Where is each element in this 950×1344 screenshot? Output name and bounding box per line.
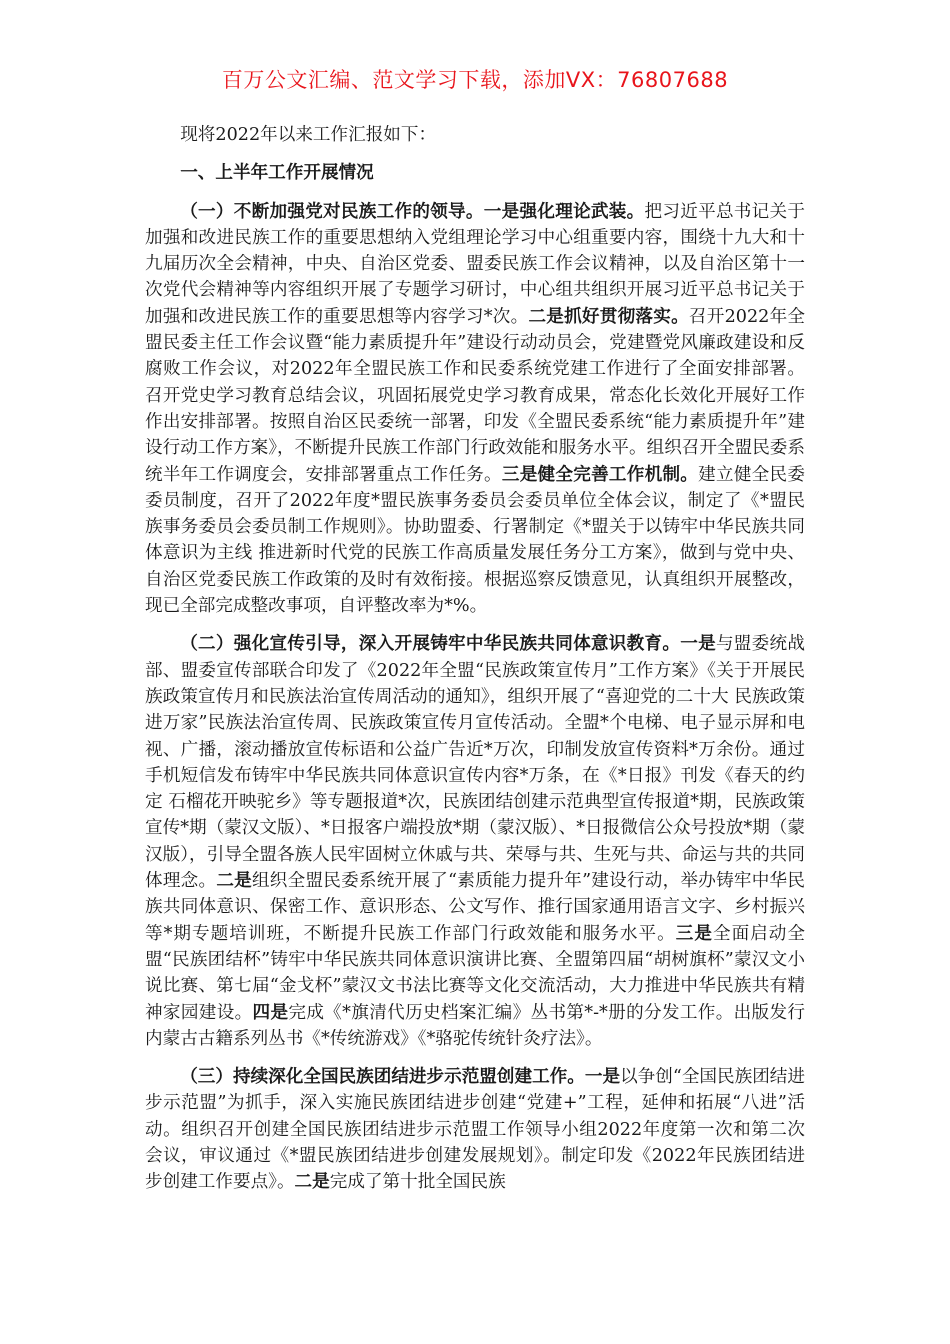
point-lead: 三是 bbox=[675, 923, 713, 944]
point-lead: 三是健全完善工作机制。 bbox=[501, 464, 699, 485]
point-lead: 四是 bbox=[252, 1002, 289, 1023]
point-text: 完成了第十批全国民族 bbox=[329, 1172, 506, 1193]
paragraph-heading: （一）不断加强党对民族工作的领导。 bbox=[180, 201, 484, 222]
paragraph-unity-demo bbox=[145, 1064, 805, 1195]
point-text: 组织全盟民委系统开展了“素质能力提升年”建设行动，举办铸牢中华民族共同体意识、保密工作、意识形态、公文写作、推行国家通用语言文字、乡村振兴等*期专题培训班，不断提升民族工作部门行政效能和服务水平。 bbox=[145, 871, 805, 944]
document-body bbox=[145, 122, 805, 1208]
point-text: 完成《*旗清代历史档案汇编》丛书第*-*册的分发工作。出版发行内蒙古古籍系列丛书《*传统游戏》《*骆驼传统针灸疗法》。 bbox=[145, 1002, 805, 1049]
point-text: 以争创“全国民族团结进步示范盟”为抓手，深入实施民族团结进步创建“党建+”工程，延伸和拓展“八进”活动。组织召开创建全国民族团结进步示范盟工作领导小组2022年度第一次和第二次会议，审议通过《*盟民族团结进步创建发展规划》。制定印发《2022年民族团结进步创建工作要点》。 bbox=[145, 1067, 805, 1193]
point-lead: 一是强化理论武装。 bbox=[483, 201, 645, 222]
point-lead: 二是抓好贯彻落实。 bbox=[528, 306, 689, 327]
point-text: 全面启动全盟“民族团结杯”铸牢中华民族共同体意识演讲比赛、全盟第四届“胡树旗杯”蒙汉文小说比赛、第七届“金戈杯”蒙汉文书法比赛等文化交流活动，大力推进中华民族共有精神家园建设。 bbox=[145, 923, 805, 1023]
paragraph-publicity bbox=[145, 631, 805, 1052]
promo-header: 百万公文汇编、范文学习下载，添加VX：76807688 bbox=[221, 68, 729, 92]
point-lead: 一是 bbox=[584, 1067, 621, 1088]
intro-text: 现将2022年以来工作汇报如下： bbox=[180, 125, 437, 145]
point-text: 把习近平总书记关于加强和改进民族工作的重要思想纳入党组理论学习中心组重要内容，围绕十九大和十九届历次全会精神，中央、自治区党委、盟委民族工作会议精神，以及自治区第十一次党代会精神等内容组织开展了专题学习研讨，中心组共组织开展习近平总书记关于加强和改进民族工作的重要思想等内容学习*次。 bbox=[145, 201, 805, 327]
point-lead: 二是 bbox=[216, 871, 252, 892]
paragraph-heading: （三）持续深化全国民族团结进步示范盟创建工作。 bbox=[180, 1067, 585, 1088]
point-text: 与盟委统战部、盟委宣传部联合印发了《2022年全盟“民族政策宣传月”工作方案》《关于开展民族政策宣传月和民族法治宣传周活动的通知》，组织开展了“喜迎党的二十大 民族政策进万家”民族法治宣传周、民族政策宣传月宣传活动。全盟*个电梯、电子显示屏和电视、广播，滚动播放宣传标语和公益广告近*万次，印制发放宣传资料*万余份。通过手机短信发布铸牢中华民族共同体意识宣传内容*万条，在《*日报》刊发《春天的约定 石榴花开映驼乡》等专题报道*次，民族团结创建示范典型宣传报道*期，民族政策宣传*期（蒙汉文版）、*日报客户端投放*期（蒙汉版）、*日报微信公众号投放*期（蒙汉版），引导全盟各族人民牢固树立休戚与共、荣辱与共、生死与共、命运与共的共同体理念。 bbox=[145, 634, 805, 892]
paragraph-heading: （二）强化宣传引导，深入开展铸牢中华民族共同体意识教育。 bbox=[180, 634, 681, 655]
point-text: 召开2022年全盟民委主任工作会议暨“能力素质提升年”建设行动动员会，党建暨党风廉政建设和反腐败工作会议，对2022年全盟民族工作和民委系统党建工作进行了全面安排部署。召开党史学习教育总结会议，巩固拓展党史学习教育成果，常态化长效化开展好工作作出安排部署。按照自治区民委统一部署，印发《全盟民委系统“能力素质提升年”建设行动工作方案》，不断提升民族工作部门行政效能和服务水平。组织召开全盟民委系统半年工作调度会，安排部署重点工作任务。 bbox=[145, 306, 805, 485]
paragraph-leadership bbox=[145, 199, 805, 620]
point-lead: 二是 bbox=[294, 1172, 330, 1193]
point-text: 建立健全民委委员制度，召开了2022年度*盟民族事务委员会委员单位全体会议，制定了《*盟民族事务委员会委员制工作规则》。协助盟委、行署制定《*盟关于以铸牢中华民族共同体意识为主线 推进新时代党的民族工作高质量发展任务分工方案》，做到与党中央、自治区党委民族工作政策的及时有效衔接。根据巡察反馈意见，认真组织开展整改，现已全部完成整改事项，自评整改率为*%。 bbox=[145, 464, 805, 617]
point-lead: 一是 bbox=[680, 634, 716, 655]
section-heading: 一、上半年工作开展情况 bbox=[180, 163, 374, 184]
